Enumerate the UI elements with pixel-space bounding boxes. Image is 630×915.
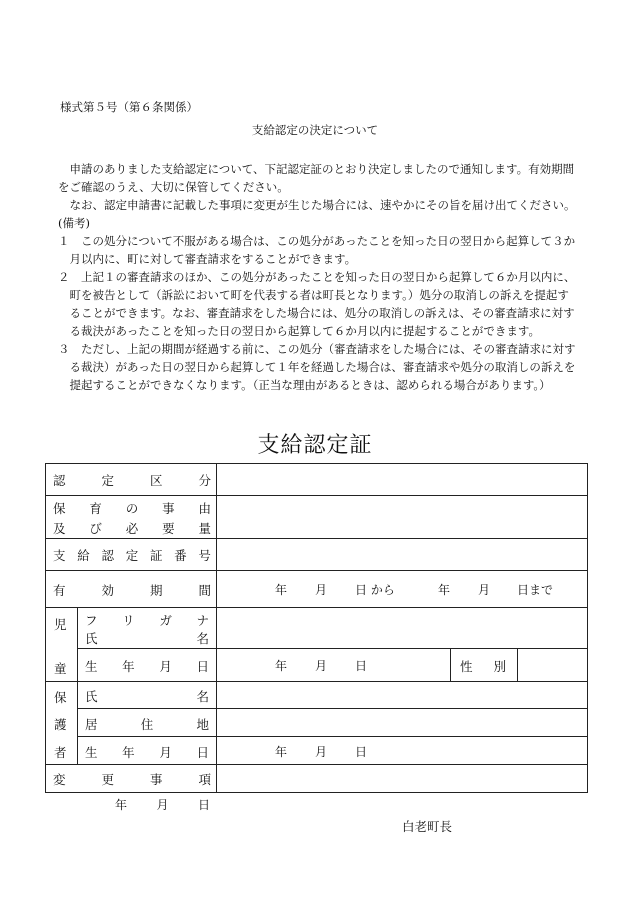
remark-1-line: 月以内に、町に対して審査請求をすることができます。: [58, 252, 357, 266]
label-guardian-group: 保: [54, 690, 67, 705]
guardian-birth-day: 日: [355, 745, 368, 759]
remark-1-line: １ この処分について不服がある場合は、この処分があったことを知った日の翌日から起算して３か: [58, 234, 576, 248]
period-month-until: 月: [478, 583, 491, 597]
label-required-amount: 及 び 必 要 量: [53, 521, 211, 536]
remark-3-line: 提起することができなくなります。（正当な理由があるときは、認められる場合があります。）: [58, 378, 551, 392]
table-border: [45, 463, 46, 793]
table-border: [45, 463, 588, 464]
table-rule: [77, 736, 588, 737]
notice-title: 支給認定の決定について: [251, 123, 379, 137]
remark-2-line: ることができます。なお、審査請求をした場合には、処分の取消しの訴えは、その審査請求に対す: [58, 306, 575, 320]
period-month-from: 月: [315, 583, 328, 597]
label-valid-period: 有 効 期 間: [53, 583, 211, 598]
table-rule: [517, 648, 518, 681]
paragraph-line: をご確認のうえ、大切に保管してください。: [58, 180, 289, 194]
paragraph-line: なお、認定申請書に記載した事項に変更が生じた場合には、速やかにその旨を届け出てください。: [58, 198, 576, 212]
child-birth-year: 年: [275, 659, 288, 673]
table-rule: [45, 495, 588, 496]
label-certificate-number: 支 給 認 定 証 番 号: [53, 548, 211, 563]
label-gender: 性 別: [460, 659, 506, 674]
period-year-until: 年: [438, 583, 451, 597]
label-guardian-name: 氏 名: [85, 689, 209, 704]
table-border: [45, 792, 588, 793]
label-guardian-address: 居 住 地: [85, 717, 209, 732]
issuer-mayor: 白老町長: [402, 819, 453, 834]
label-child-furigana: フ リ ガ ナ: [85, 613, 209, 628]
certificate-title: 支給認定証: [257, 433, 373, 458]
child-birth-month: 月: [315, 659, 328, 673]
certificate-table: [45, 463, 588, 793]
remarks-heading: (備考): [58, 216, 90, 230]
guardian-birth-year: 年: [275, 745, 288, 759]
label-childcare-reason: 保 育 の 事 由: [53, 501, 211, 516]
child-birth-day: 日: [355, 659, 368, 673]
issue-date: [115, 796, 210, 813]
remark-3-line: ３ ただし、上記の期間が経過する前に、この処分（審査請求をした場合には、その審査請求に対す: [58, 342, 576, 356]
table-rule: [450, 648, 451, 681]
table-border: [587, 463, 588, 793]
table-rule: [45, 570, 588, 571]
label-child-birthdate: 生 年 月 日: [85, 659, 209, 674]
table-rule: [45, 764, 588, 765]
label-certification-category: 認 定 区 分: [53, 473, 211, 488]
issue-date-year: 年: [115, 798, 128, 812]
table-rule: [77, 607, 78, 764]
remark-2-line: ２ 上記１の審査請求のほか、この処分があったことを知った日の翌日から起算して６か月以内に、: [58, 270, 576, 284]
label-guardian-group: 護: [54, 717, 67, 732]
remark-3-line: る裁決）があった日の翌日から起算して１年を経過した場合は、審査請求や処分の取消しの訴えを: [58, 360, 576, 374]
period-day-until: 日まで: [517, 583, 554, 597]
paragraph-line: 申請のありました支給認定について、下記認定証のとおり決定しましたので通知します。有効期間: [58, 162, 575, 176]
table-rule: [77, 648, 588, 649]
label-child-name: 氏 名: [85, 631, 209, 646]
issue-date-month: 月: [156, 798, 169, 812]
label-child-group: 童: [54, 661, 67, 676]
notice-body: [58, 160, 586, 394]
table-rule: [45, 607, 588, 608]
form-number: 様式第５号（第６条関係）: [60, 100, 198, 114]
period-year-from: 年: [275, 583, 288, 597]
issue-date-day: 日: [197, 798, 210, 812]
table-rule: [45, 538, 588, 539]
label-guardian-group: 者: [54, 745, 67, 760]
guardian-birth-month: 月: [315, 745, 328, 759]
label-child-group: 児: [54, 617, 67, 632]
table-rule: [45, 681, 588, 682]
label-changes: 変 更 事 項: [53, 772, 211, 787]
period-day-from: 日 から: [355, 583, 395, 597]
remark-2-line: 町を被告として（訴訟において町を代表する者は町長となります。）処分の取消しの訴えを提起す: [58, 288, 569, 302]
remark-2-line: る裁決があったことを知った日の翌日から起算して６か月以内に提起することができます。: [58, 324, 540, 338]
table-rule: [77, 708, 588, 709]
label-guardian-birthdate: 生 年 月 日: [85, 745, 209, 760]
table-rule: [216, 463, 217, 793]
